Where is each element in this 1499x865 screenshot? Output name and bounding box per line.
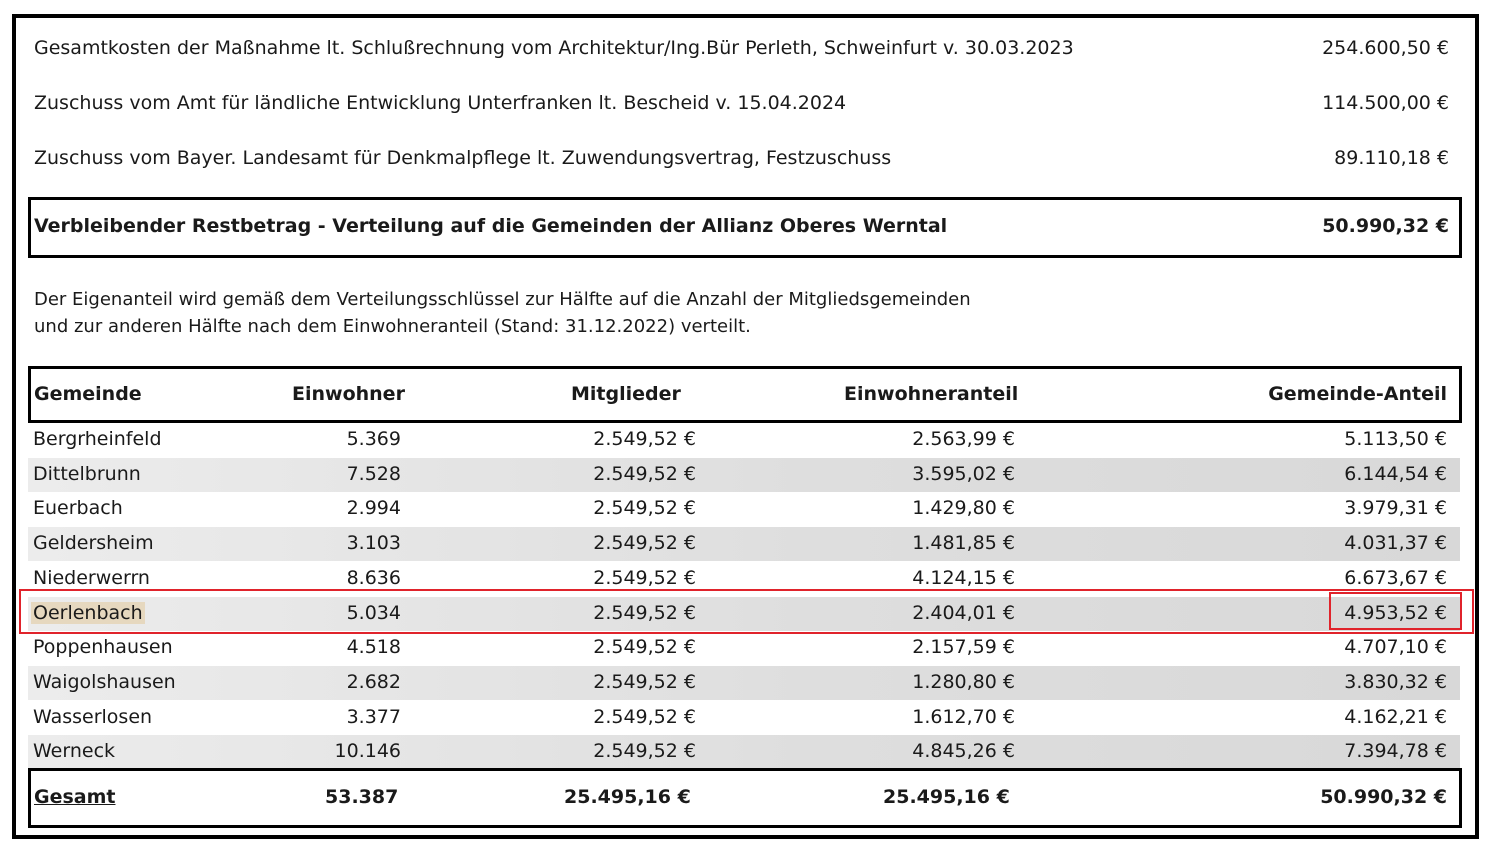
total-einwohneranteil: 25.495,16 € xyxy=(883,786,1010,808)
row-einwohner: 2.682 xyxy=(346,670,401,693)
row-gemeinde: Waigolshausen xyxy=(33,670,176,693)
description-line-2: und zur anderen Hälfte nach dem Einwohneranteil (Stand: 31.12.2022) verteilt. xyxy=(34,316,751,337)
row-gemeinde-anteil: 5.113,50 € xyxy=(1344,428,1447,450)
restbetrag-label: Verbleibender Restbetrag - Verteilung auf die Gemeinden der Allianz Oberes Werntal xyxy=(34,215,948,237)
total-label: Gesamt xyxy=(34,786,116,808)
row-gemeinde: Oerlenbach xyxy=(33,601,143,624)
header-gemeinde-anteil: Gemeinde-Anteil xyxy=(1268,383,1447,405)
summary-amount-zuschuss-denkmalpflege: 89.110,18 € xyxy=(1334,147,1449,169)
total-einwohner: 53.387 xyxy=(325,786,399,808)
row-einwohner: 3.377 xyxy=(346,705,401,728)
row-einwohneranteil: 4.845,26 € xyxy=(912,740,1015,763)
row-gemeinde-anteil: 3.830,32 € xyxy=(1344,670,1447,693)
row-gemeinde-anteil: 4.162,21 € xyxy=(1344,705,1447,728)
row-einwohneranteil: 1.429,80 € xyxy=(912,497,1015,520)
row-einwohneranteil: 4.124,15 € xyxy=(912,566,1015,589)
row-gemeinde-anteil: 7.394,78 € xyxy=(1344,740,1447,763)
row-gemeinde-anteil: 4.707,10 € xyxy=(1344,636,1447,659)
row-mitglieder: 2.549,52 € xyxy=(593,740,696,763)
header-mitglieder: Mitglieder xyxy=(571,383,681,405)
oerlenbach-amount-highlight xyxy=(1329,592,1462,630)
row-einwohner: 5.034 xyxy=(346,601,401,624)
row-einwohneranteil: 3.595,02 € xyxy=(912,462,1015,485)
row-gemeinde: Dittelbrunn xyxy=(33,462,141,485)
table-row xyxy=(28,527,1460,561)
row-einwohneranteil: 1.481,85 € xyxy=(912,532,1015,555)
table-row xyxy=(28,458,1460,492)
row-mitglieder: 2.549,52 € xyxy=(593,705,696,728)
table-row xyxy=(28,492,1460,526)
row-einwohner: 4.518 xyxy=(346,636,401,659)
header-gemeinde: Gemeinde xyxy=(34,383,142,405)
header-einwohner: Einwohner xyxy=(292,383,405,405)
table-row xyxy=(28,666,1460,700)
row-gemeinde: Geldersheim xyxy=(33,532,154,555)
total-gemeinde-anteil: 50.990,32 € xyxy=(1320,786,1447,808)
row-mitglieder: 2.549,52 € xyxy=(593,462,696,485)
oerlenbach-row-highlight xyxy=(19,589,1474,634)
row-gemeinde: Poppenhausen xyxy=(33,636,173,659)
distribution-description xyxy=(34,286,971,340)
summary-label-zuschuss-ale: Zuschuss vom Amt für ländliche Entwicklung Unterfranken lt. Bescheid v. 15.04.2024 xyxy=(34,92,847,114)
row-gemeinde-anteil: 6.144,54 € xyxy=(1344,462,1447,485)
row-einwohneranteil: 1.612,70 € xyxy=(912,705,1015,728)
row-gemeinde: Wasserlosen xyxy=(33,705,153,728)
restbetrag-amount: 50.990,32 € xyxy=(1322,215,1449,237)
row-gemeinde: Werneck xyxy=(33,740,116,763)
table-row xyxy=(28,701,1460,735)
row-einwohner: 5.369 xyxy=(346,428,401,450)
header-einwohneranteil: Einwohneranteil xyxy=(844,383,1019,405)
row-gemeinde: Niederwerrn xyxy=(33,566,150,589)
row-einwohner: 2.994 xyxy=(346,497,401,520)
summary-amount-zuschuss-ale: 114.500,00 € xyxy=(1322,92,1449,114)
row-einwohneranteil: 1.280,80 € xyxy=(912,670,1015,693)
row-mitglieder: 2.549,52 € xyxy=(593,601,696,624)
summary-label-gesamtkosten: Gesamtkosten der Maßnahme lt. Schlußrechnung vom Architektur/Ing.Bür Perleth, Schweinfurt v. 30.03.2023 xyxy=(34,37,1074,59)
row-gemeinde-anteil: 3.979,31 € xyxy=(1344,497,1447,520)
table-header-box xyxy=(28,366,1462,423)
row-einwohner: 7.528 xyxy=(346,462,401,485)
row-einwohner: 8.636 xyxy=(346,566,401,589)
total-mitglieder: 25.495,16 € xyxy=(564,786,691,808)
description-line-1: Der Eigenanteil wird gemäß dem Verteilungsschlüssel zur Hälfte auf die Anzahl der Mitgliedsgemeinden xyxy=(34,289,971,310)
row-mitglieder: 2.549,52 € xyxy=(593,532,696,555)
row-mitglieder: 2.549,52 € xyxy=(593,497,696,520)
table-row xyxy=(28,423,1460,457)
row-gemeinde-anteil: 6.673,67 € xyxy=(1344,566,1447,589)
row-einwohneranteil: 2.563,99 € xyxy=(912,428,1015,450)
row-einwohner: 3.103 xyxy=(346,532,401,555)
row-gemeinde: Bergrheinfeld xyxy=(33,428,162,450)
row-mitglieder: 2.549,52 € xyxy=(593,670,696,693)
row-einwohneranteil: 2.157,59 € xyxy=(912,636,1015,659)
row-einwohner: 10.146 xyxy=(334,740,401,763)
total-box xyxy=(28,768,1462,828)
summary-amount-gesamtkosten: 254.600,50 € xyxy=(1322,37,1449,59)
row-mitglieder: 2.549,52 € xyxy=(593,566,696,589)
row-einwohneranteil: 2.404,01 € xyxy=(912,601,1015,624)
row-gemeinde: Euerbach xyxy=(33,497,123,520)
row-mitglieder: 2.549,52 € xyxy=(593,428,696,450)
table-row xyxy=(28,735,1460,769)
table-row xyxy=(28,631,1460,665)
summary-label-zuschuss-denkmalpflege: Zuschuss vom Bayer. Landesamt für Denkmalpflege lt. Zuwendungsvertrag, Festzuschuss xyxy=(34,147,892,169)
row-gemeinde-anteil: 4.031,37 € xyxy=(1344,532,1447,555)
row-gemeinde-anteil: 4.953,52 € xyxy=(1344,601,1447,624)
row-mitglieder: 2.549,52 € xyxy=(593,636,696,659)
